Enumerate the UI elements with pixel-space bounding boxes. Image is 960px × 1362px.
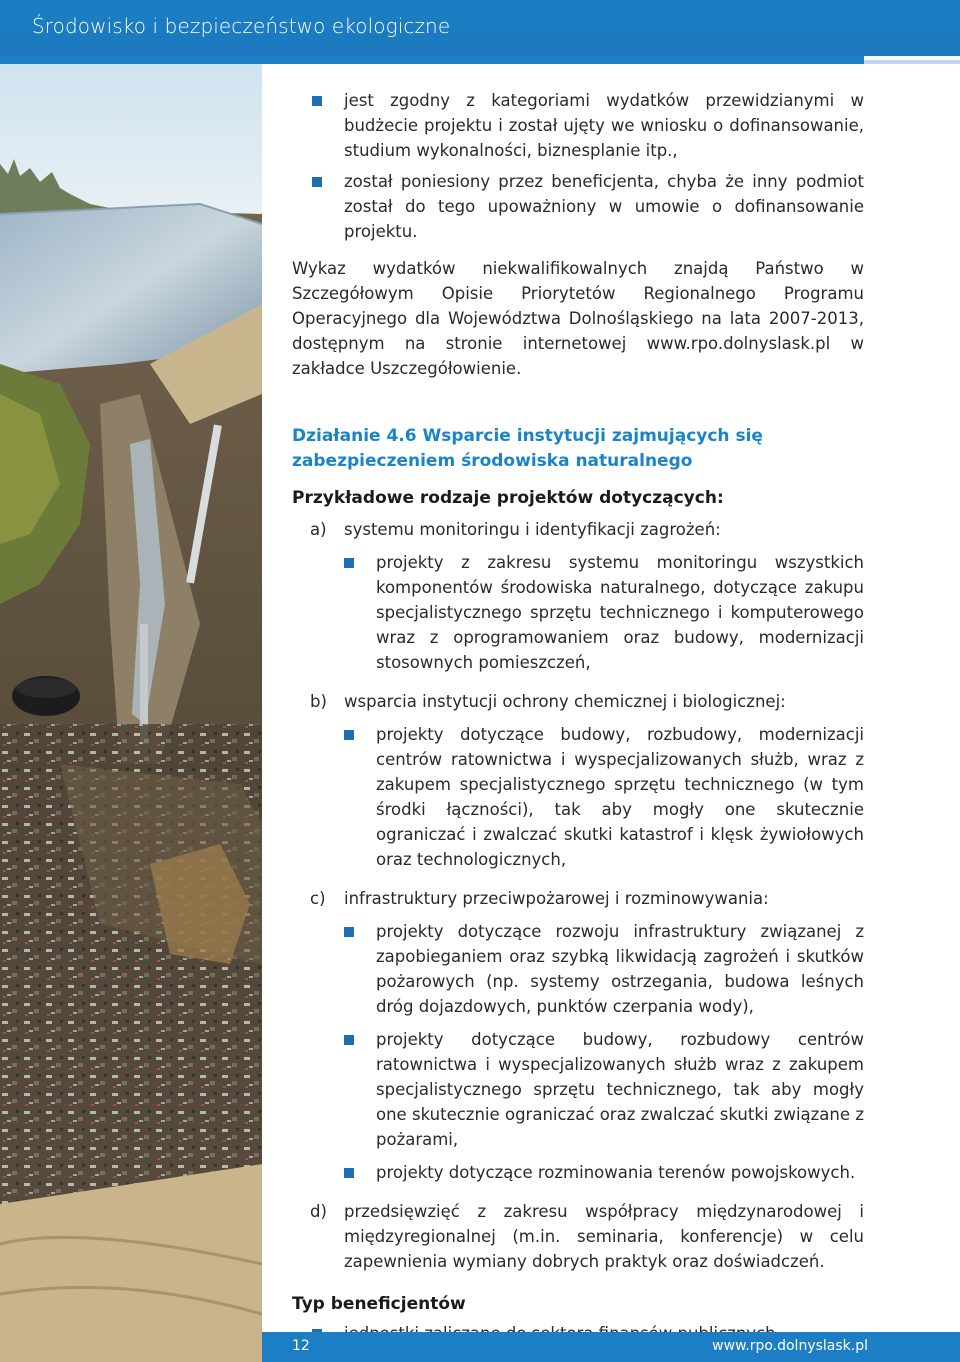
page-number: 12 xyxy=(292,1338,310,1354)
square-bullet-icon xyxy=(312,177,322,187)
project-type-item: b) wsparcia instytucji ochrony chemicznej i biologicznej: xyxy=(310,692,786,711)
project-subitem: projekty dotyczące rozminowania terenów powojskowych. xyxy=(292,1160,864,1185)
square-bullet-icon xyxy=(344,730,354,740)
project-subitem: projekty dotyczące budowy, rozbudowy, modernizacji centrów ratownictwa i wyspecjalizowanych służb, wraz z zakupem specjalistycznego sprzętu technicznego (w tym środki łączności), tak aby mogły one skutecznie ograniczać i zwalczać skutki katastrof i klęsk żywiołowych oraz technologicznych, xyxy=(292,722,864,872)
project-type-item: c) infrastruktury przeciwpożarowej i rozminowywania: xyxy=(310,889,769,908)
square-bullet-icon xyxy=(312,96,322,106)
square-bullet-icon xyxy=(344,927,354,937)
project-subitem: projekty z zakresu systemu monitoringu wszystkich komponentów środowiska naturalnego, dotyczące zakupu specjalistycznego sprzętu technicznego i komputerowego wraz z oprogramowaniem oraz budowy, modernizacji stosownych pomieszczeń, xyxy=(292,550,864,675)
header-title: Środowisko i bezpieczeństwo ekologiczne xyxy=(32,14,451,38)
header-rule-light xyxy=(864,60,960,64)
intro-bullet: jest zgodny z kategoriami wydatków przewidzianymi w budżecie projektu i został ujęty we wniosku o dofinansowanie, studium wykonalności, biznesplanie itp., xyxy=(292,88,864,163)
section-subheading: Przykładowe rodzaje projektów dotyczących: xyxy=(292,488,724,508)
main-content xyxy=(292,88,864,1346)
project-subitem: projekty dotyczące rozwoju infrastruktury związanej z zapobieganiem oraz szybką likwidacją zagrożeń i skutków pożarowych (np. systemy ostrzegania, budowa leśnych dróg dojazdowych, punktów czerpania wody), xyxy=(292,919,864,1019)
square-bullet-icon xyxy=(344,558,354,568)
section-title: Działanie 4.6 Wsparcie instytucji zajmujących się zabezpieczeniem środowiska naturalnego xyxy=(292,426,763,471)
footer-url[interactable]: www.rpo.dolnyslask.pl xyxy=(712,1338,868,1354)
project-subitem: projekty dotyczące budowy, rozbudowy centrów ratownictwa i wyspecjalizowanych służb wraz z zakupem specjalistycznego sprzętu technicznego, tak aby mogły one skutecznie ograniczać oraz zwalczać skutki związane z pożarami, xyxy=(292,1027,864,1152)
page-header xyxy=(0,0,960,56)
square-bullet-icon xyxy=(344,1035,354,1045)
square-bullet-icon xyxy=(344,1168,354,1178)
header-rule xyxy=(0,56,864,64)
beneficiaries-heading: Typ beneficjentów xyxy=(292,1294,466,1314)
intro-bullet: został poniesiony przez beneficjenta, chyba że inny podmiot został do tego upoważniony w umowie o dofinansowanie projektu. xyxy=(292,169,864,244)
project-type-item: a) systemu monitoringu i identyfikacji zagrożeń: xyxy=(310,520,721,539)
landfill-photo xyxy=(0,64,262,1362)
unqualified-expenses-paragraph: Wykaz wydatków niekwalifikowalnych znajdą Państwo w Szczegółowym Opisie Priorytetów Regionalnego Programu Operacyjnego dla Województwa Dolnośląskiego na lata 2007-2013, dostępnym na stronie internetowej www.rpo.dolnyslask.pl w zakładce Uszczegółowienie. xyxy=(292,259,864,378)
project-type-item: d) przedsięwzięć z zakresu współpracy międzynarodowej i międzyregionalnej (m.in. seminaria, konferencje) w celu zapewnienia wymiany dobrych praktyk oraz doświadczeń. xyxy=(310,1202,864,1271)
